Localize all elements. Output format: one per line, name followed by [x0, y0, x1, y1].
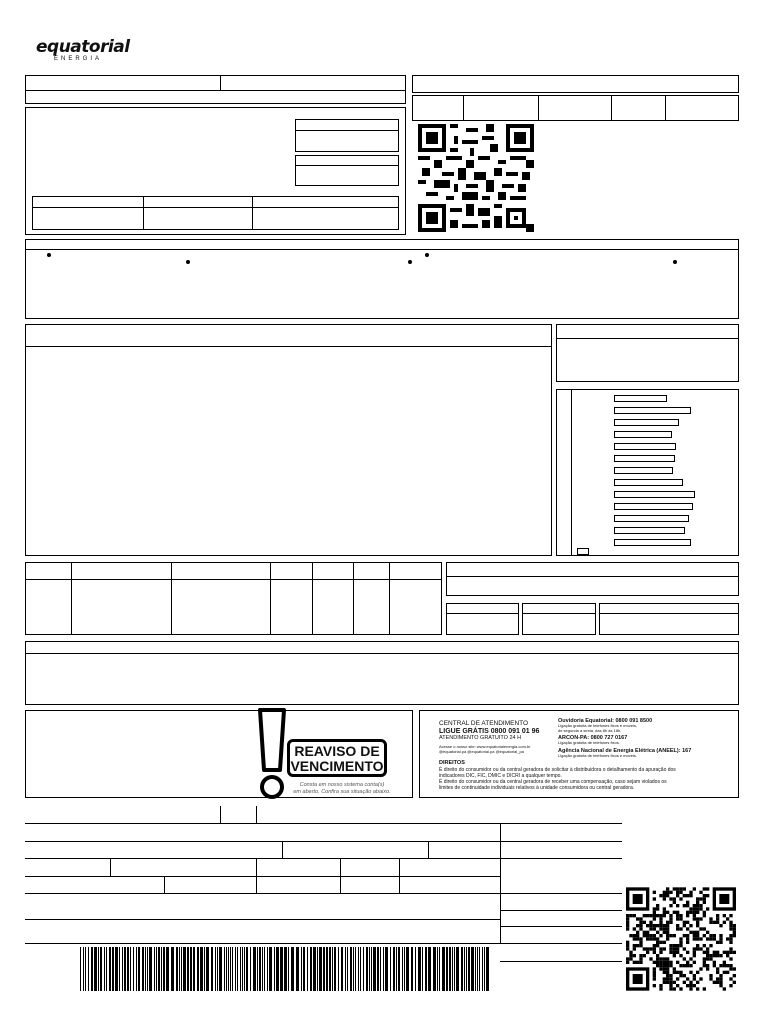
history-bar — [614, 467, 673, 474]
reaviso-title-line1: REAVISO DE — [294, 743, 380, 759]
history-bar — [614, 515, 689, 522]
ligue-gratis: LIGUE GRÁTIS 0800 091 01 96 — [439, 727, 540, 735]
ouvidoria-title: Ouvidoria Equatorial: 0800 091 8500 — [558, 718, 653, 724]
history-bar — [614, 431, 672, 438]
direitos-block — [439, 760, 735, 791]
history-bar — [577, 548, 589, 555]
reaviso-title-line2: VENCIMENTO — [290, 758, 384, 774]
social-intro: Acesse o nosso site: www.equatorialenergia.com.br — [439, 743, 531, 749]
notices-box — [25, 239, 739, 319]
history-bar — [614, 407, 691, 414]
bullet-dot — [673, 260, 677, 264]
reaviso-note-line2: em aberto. Confira sua situação abaixo. — [293, 788, 391, 795]
central-title: CENTRAL DE ATENDIMENTO — [439, 720, 529, 727]
ouvidoria-block — [558, 718, 733, 758]
history-bar — [614, 491, 695, 498]
tax-box-2 — [522, 603, 596, 635]
company-logo — [36, 37, 130, 68]
history-bar — [614, 539, 691, 546]
history-bar — [614, 395, 667, 402]
qr-code-icon — [417, 124, 535, 232]
invoice-info-row — [412, 95, 739, 121]
bullet-dot — [425, 253, 429, 257]
direitos-title: DIREITOS — [439, 760, 465, 766]
social-handles: @equatorial.pa @equatorial.pa @equatorial_pa — [439, 748, 524, 754]
history-bar — [614, 419, 679, 426]
direitos-line3: É direito do consumidor ou da central geradora de receber uma compensação, caso sejam violados os — [439, 778, 667, 785]
account-box-2 — [295, 155, 399, 186]
central-atendimento — [439, 720, 554, 754]
qr-code-icon — [626, 887, 736, 991]
tax-box-1 — [446, 603, 519, 635]
arcon-note: Ligação gratuita de telefones fixos. — [558, 740, 620, 745]
exclamation-icon — [254, 707, 290, 801]
reaviso-badge — [287, 739, 387, 777]
reaviso-note — [287, 782, 397, 795]
arcon-title: ARCON-PA: 0800 727 0167 — [558, 735, 628, 741]
aneel-note: Ligação gratuita de telefones fixos e móveis. — [558, 752, 637, 758]
direitos-line1: É direito do consumidor ou da central geradora de solicitar à distribuidora o detalhamento da apuração dos — [439, 766, 676, 773]
barcode-icon — [80, 947, 490, 991]
account-box-1 — [295, 119, 399, 152]
history-bar — [614, 503, 693, 510]
messages-box — [25, 641, 739, 705]
direitos-line2: indicadores DIC, FIC, DMIC e DICRI a qualquer tempo. — [439, 772, 562, 779]
direitos-line4: limites de continuidade individuais relativos à unidade consumidora ou central geradora. — [439, 784, 635, 791]
bullet-dot — [47, 253, 51, 257]
tax-info-box — [446, 562, 739, 596]
atendimento-gratuito: ATENDIMENTO GRATUITO 24 H — [439, 735, 522, 741]
bullet-dot — [408, 260, 412, 264]
aneel-title: Agência Nacional de Energia Elétrica (ANEEL): 167 — [558, 747, 692, 754]
logo-subtext: ENERGIA — [54, 56, 103, 62]
measurement-table — [25, 562, 442, 635]
amount-due-box — [556, 324, 739, 382]
bullet-dot — [186, 260, 190, 264]
history-bar — [614, 455, 675, 462]
history-bar — [614, 527, 685, 534]
ouvidoria-note1: Ligação gratuita de telefones fixos e móveis, — [558, 723, 637, 728]
logo-text: equatorial — [36, 37, 130, 57]
ouvidoria-note2: de segunda a sexta, das 8h às 18h. — [558, 727, 622, 733]
invoice-header-box — [412, 75, 739, 93]
reaviso-note-line1: Consta em nosso sistema conta(s) — [299, 782, 385, 788]
meter-info-box — [32, 196, 399, 230]
history-bar — [614, 479, 683, 486]
billing-items-box — [25, 324, 552, 556]
tax-box-3 — [599, 603, 739, 635]
history-bar — [614, 443, 676, 450]
